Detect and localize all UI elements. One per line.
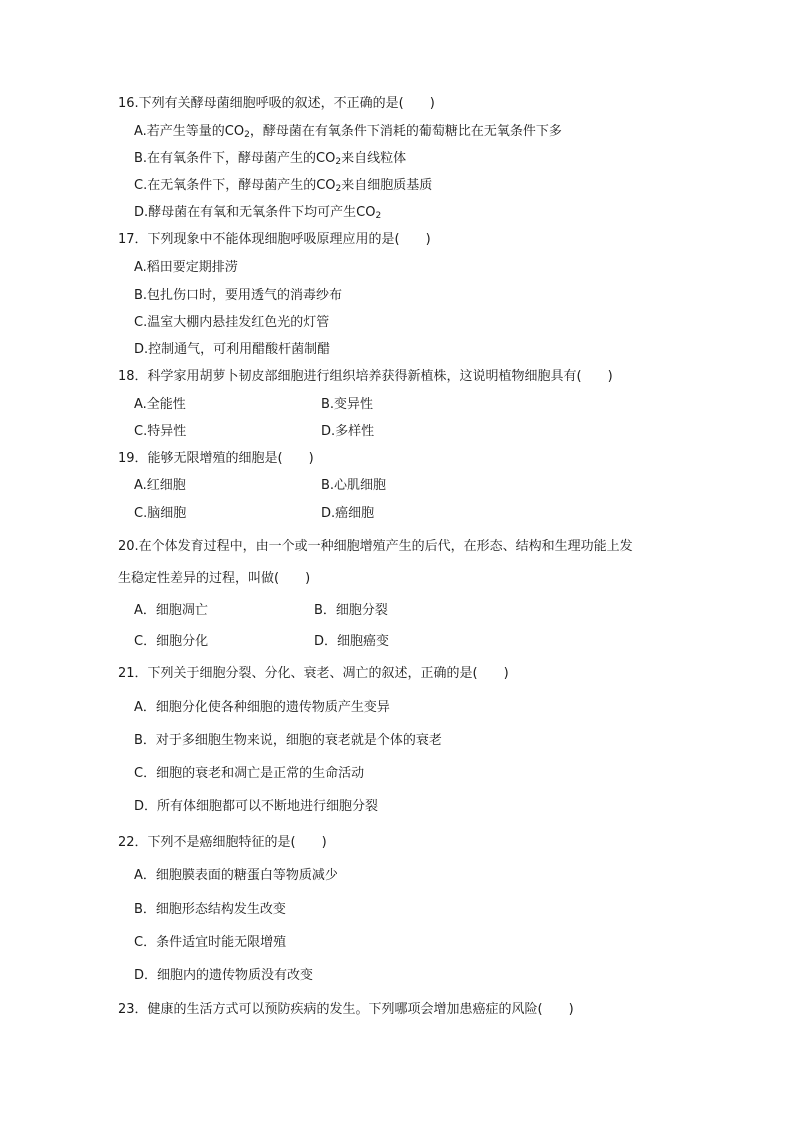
- question-20-stem-line-1: 20.在个体发育过程中，由一个或一种细胞增殖产生的后代，在形态、结构和生理功能上发: [118, 539, 633, 554]
- question-20-option-b: B．细胞分裂: [314, 603, 388, 618]
- option-text: 来自线粒体: [341, 151, 407, 166]
- question-21-option-c: C．细胞的衰老和凋亡是正常的生命活动: [134, 766, 365, 781]
- question-18-stem: 18．科学家用胡萝卜韧皮部细胞进行组织培养获得新植株，这说明植物细胞具有( ): [118, 369, 613, 384]
- question-22-stem: 22．下列不是癌细胞特征的是( ): [118, 835, 327, 850]
- question-19-option-d: D.癌细胞: [321, 506, 375, 521]
- option-text: C.在无氧条件下，酵母菌产生的CO: [134, 178, 336, 193]
- subscript: 2: [375, 211, 382, 221]
- question-17-option-a: A.稻田要定期排涝: [134, 260, 238, 275]
- question-17-option-b: B.包扎伤口时，要用透气的消毒纱布: [134, 288, 343, 303]
- question-23-stem: 23．健康的生活方式可以预防疾病的发生。下列哪项会增加患癌症的风险( ): [118, 1002, 574, 1017]
- option-text: D.酵母菌在有氧和无氧条件下均可产生CO: [134, 205, 376, 220]
- question-21-option-d: D．所有体细胞都可以不断地进行细胞分裂: [134, 799, 379, 814]
- option-text: A.若产生等量的CO: [134, 124, 245, 139]
- question-16-option-d: [134, 205, 381, 221]
- question-20-option-c: C．细胞分化: [134, 634, 209, 649]
- question-21-stem: 21．下列关于细胞分裂、分化、衰老、凋亡的叙述，正确的是( ): [118, 666, 509, 681]
- question-18-option-b: B.变异性: [321, 397, 374, 412]
- option-text: ，酵母菌在有氧条件下消耗的葡萄糖比在无氧条件下多: [249, 124, 562, 139]
- question-16-option-c: [134, 178, 432, 194]
- question-16-stem: 16.下列有关酵母菌细胞呼吸的叙述，不正确的是( ): [118, 96, 435, 111]
- question-22-option-b: B．细胞形态结构发生改变: [134, 902, 286, 917]
- question-21-option-a: A．细胞分化使各种细胞的遗传物质产生变异: [134, 700, 390, 715]
- question-19-option-c: C.脑细胞: [134, 506, 187, 521]
- subscript: 2: [335, 157, 342, 167]
- question-18-option-c: C.特异性: [134, 424, 187, 439]
- subscript: 2: [244, 130, 250, 140]
- question-16-option-a: [134, 124, 562, 140]
- question-21-option-b: B．对于多细胞生物来说，细胞的衰老就是个体的衰老: [134, 733, 442, 748]
- question-19-option-b: B.心肌细胞: [321, 478, 387, 493]
- question-17-stem: 17．下列现象中不能体现细胞呼吸原理应用的是( ): [118, 232, 431, 247]
- question-20-stem-line-2: 生稳定性差异的过程，叫做( ): [118, 571, 311, 586]
- question-16-option-b: [134, 151, 406, 167]
- question-18-option-a: A.全能性: [134, 397, 186, 412]
- question-19-option-a: A.红细胞: [134, 478, 186, 493]
- question-17-option-c: C.温室大棚内悬挂发红色光的灯管: [134, 315, 330, 330]
- question-20-option-d: D．细胞癌变: [314, 634, 390, 649]
- question-20-option-a: A．细胞凋亡: [134, 603, 208, 618]
- question-22-option-a: A．细胞膜表面的糖蛋白等物质减少: [134, 868, 338, 883]
- subscript: 2: [335, 184, 342, 194]
- option-text: B.在有氧条件下，酵母菌产生的CO: [134, 151, 336, 166]
- question-22-option-c: C．条件适宜时能无限增殖: [134, 935, 287, 950]
- question-17-option-d: D.控制通气，可利用醋酸杆菌制醋: [134, 342, 331, 357]
- question-19-stem: 19．能够无限增殖的细胞是( ): [118, 451, 314, 466]
- question-22-option-d: D．细胞内的遗传物质没有改变: [134, 968, 314, 983]
- question-18-option-d: D.多样性: [321, 424, 375, 439]
- option-text: 来自细胞质基质: [341, 178, 433, 193]
